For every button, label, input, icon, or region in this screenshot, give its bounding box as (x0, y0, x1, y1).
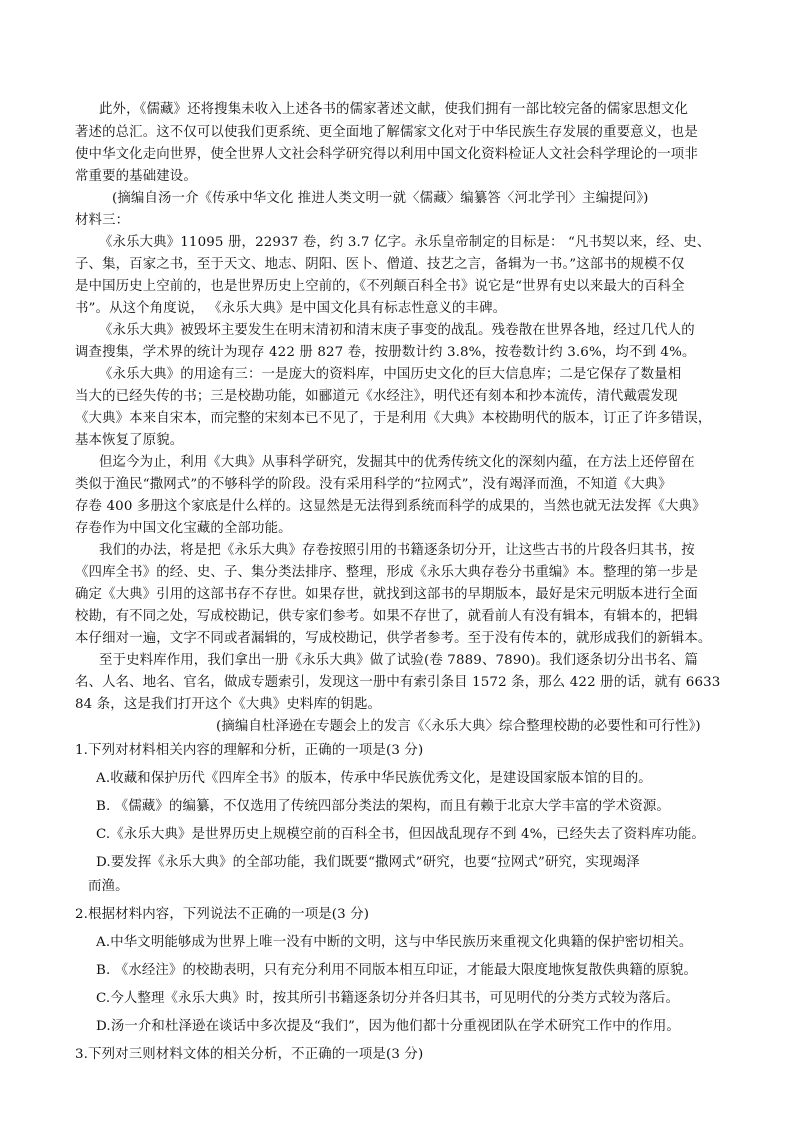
text-line: 存卷作为中国文化宝藏的全部功能。 (75, 521, 292, 536)
option-c: C.《永乐大典》是世界历史上规模空前的百科全书，但因战乱现存不到 4%，已经失去了资料库功能。 (96, 827, 705, 842)
source-citation: (摘编自汤一介《传承中华文化 推进人类文明一就〈儒藏〉编纂答〈河北学刊〉主编提问》) (112, 191, 649, 206)
text-line: 此外，《儒藏》还将搜集未收入上述各书的儒家著述文献，使我们拥有一部比较完备的儒家思想文化 (99, 102, 689, 117)
text-line: 《大典》本来自宋本，而完整的宋刻本已不见了，于是利用《大典》本校勘明代的版本，订正了许多错误， (75, 411, 712, 426)
text-line: 《永乐大典》被毁坏主要发生在明末清初和清末庚子事变的战乱。残卷散在世界各地，经过几代人的 (99, 323, 695, 338)
option-c: C.今人整理《永乐大典》时，按其所引书籍逐条切分并各归其书，可见明代的分类方式较为落后。 (96, 991, 680, 1006)
text-line: 校勘，有不同之处，写成校勘记，供专家们参考。如果不存世了，就看前人有没有辑本，有辑本的，把辑 (75, 609, 698, 624)
text-line: 本仔细对一遍，文字不同或者漏辑的，写成校勘记，供学者参考。至于没有传本的，就形成我们的新辑本。 (75, 631, 712, 646)
option-a: A.收藏和保护历代《四库全书》的版本，传承中华民族优秀文化，是建设国家版本馆的目的。 (96, 771, 652, 786)
text-line: 调查搜集，学术界的统计为现存 422 册 827 卷，按册数计约 3.8%，按卷数计约 3.6%，均不到 4%。 (75, 345, 696, 360)
option-d: D.要发挥《永乐大典》的全部功能，我们既要“撒网式”研究，也要“拉网式”研究，实现竭泽 (96, 855, 640, 870)
text-line: 常重要的基础建设。 (75, 169, 197, 184)
text-line: 子、集，百家之书，至于天文、地志、阴阳、医卜、僧道、技艺之言，备辑为一书。”这部书的规模不仅 (75, 257, 685, 272)
option-b: B. 《水经注》的校勘表明，只有充分利用不同版本相互印证，才能最大限度地恢复散佚典籍的原貌。 (96, 963, 698, 978)
text-line: 使中华文化走向世界，使全世界人文社会科学研究得以利用中国文化资料检证人文社会科学理论的一项非 (75, 147, 698, 162)
text-line: 类似于渔民“撒网式”的不够科学的阶段。没有采用科学的“拉网式”，没有竭泽而渔，不知道《大典》 (75, 477, 672, 492)
text-line: 书”。从这个角度说， 《永乐大典》是中国文化具有标志性意义的丰碑。 (75, 301, 507, 316)
text-line: 《永乐大典》11095 册，22937 卷，约 3.7 亿字。永乐皇帝制定的目标是： “凡书契以来，经、史、 (99, 235, 711, 250)
source-citation: (摘编自杜泽逊在专题会上的发言《〈永乐大典〉综合整理校勘的必要性和可行性》) (216, 719, 701, 734)
option-b: B. 《儒藏》的编纂，不仅选用了传统四部分类法的架构，而且有赖于北京大学丰富的学术资源。 (96, 799, 670, 814)
option-d: D.汤一介和杜泽逊在谈话中多次提及“我们”，因为他们都十分重视团队在学术研究工作中的作用。 (96, 1019, 680, 1034)
text-line: 名、人名、地名、官名，做成专题索引，发现这一册中有索引条目 1572 条，那么 422 册的话，就有 6633 (75, 675, 721, 690)
option-a: A.中华文明能够成为世界上唯一没有中断的文明，这与中华民族历来重视文化典籍的保护密切相关。 (96, 935, 693, 950)
text-line: 84 条，这是我们打开这个《大典》史料库的钥匙。 (75, 697, 382, 712)
text-line: 至于史料库作用，我们拿出一册《永乐大典》做了试验(卷 7889、7890)。我们逐条切分出书名、篇 (99, 653, 699, 668)
text-line: 当大的已经失传的书；三是校勘功能，如郦道元《水经注》，明代还有刻本和抄本流传，清代戴震发现 (75, 389, 678, 404)
option-d-continuation: 而渔。 (88, 879, 129, 894)
question-stem: 1.下列对材料相关内容的理解和分析，正确的一项是(3 分) (75, 743, 424, 758)
text-line: 我们的办法，将是把《永乐大典》存卷按照引用的书籍逐条切分开，让这些古书的片段各归其书，按 (99, 543, 695, 558)
text-line: 是中国历史上空前的，也是世界历史上空前的，《不列颠百科全书》说它是“世界有史以来最大的百科全 (75, 279, 685, 294)
text-line: 《四库全书》的经、史、子、集分类法排序、整理，形成《永乐大典存卷分书重编》本。整理的第一步是 (75, 565, 698, 580)
material-label: 材料三： (75, 213, 130, 228)
question-stem: 2.根据材料内容，下列说法不正确的一项是(3 分) (75, 907, 370, 922)
text-line: 存卷 400 多册这个家底是什么样的。这显然是无法得到系统而科学的成果的，当然也就无法发挥《大典》 (75, 499, 706, 514)
text-line: 但迄今为止，利用《大典》从事科学研究，发掘其中的优秀传统文化的深刻内蕴，在方法上还停留在 (99, 455, 695, 470)
text-line: 《永乐大典》的用途有三：一是庞大的资料库，中国历史文化的巨大信息库；二是它保存了数量相 (99, 367, 682, 382)
text-line: 著述的总汇。这不仅可以使我们更系统、更全面地了解儒家文化对于中华民族生存发展的重要意义，也是 (75, 125, 698, 140)
text-line: 确定《大典》引用的这部书存不存世。如果存世，就找到这部书的早期版本，最好是宋元明版本进行全面 (75, 587, 698, 602)
text-line: 基本恢复了原貌。 (75, 433, 184, 448)
question-stem: 3.下列对三则材料文体的相关分析，不正确的一项是(3 分) (75, 1047, 424, 1062)
